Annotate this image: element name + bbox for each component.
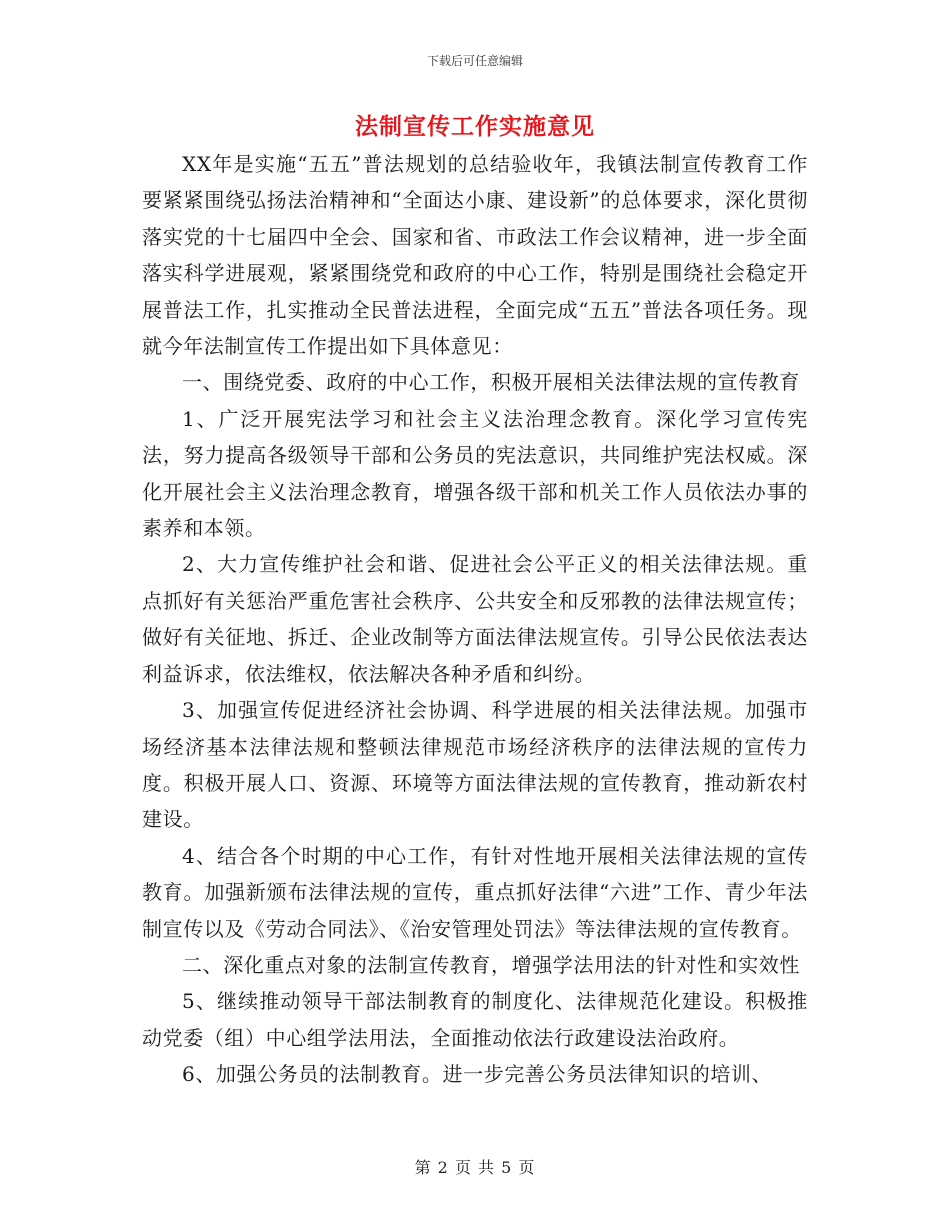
page-indicator: 第 2 页 共 5 页 bbox=[414, 1158, 536, 1177]
section-heading-two: 二、深化重点对象的法制宣传教育，增强学法用法的针对性和实效性 bbox=[182, 952, 800, 977]
paragraph-item-5: 5、继续推动领导干部法制教育的制度化、法律规范化建设。积极推动党委（组）中心组学法用法，全面推动依法行政建设法治政府。 bbox=[142, 989, 808, 1050]
paragraph-item-4: 4、结合各个时期的中心工作，有针对性地开展相关法律法规的宣传教育。加强新颁布法律法规的宣传，重点抓好法律“六进”工作、青少年法制宣传以及《劳动合同法》、《治安管理处罚法》等法律法规的宣传教育。 bbox=[142, 843, 808, 941]
section-heading-one: 一、围绕党委、政府的中心工作，积极开展相关法律法规的宣传教育 bbox=[182, 370, 800, 395]
document-title: 法制宣传工作实施意见 bbox=[355, 113, 595, 140]
document-body bbox=[142, 146, 808, 1093]
paragraph-item-1: 1、广泛开展宪法学习和社会主义法治理念教育。深化学习宣传宪法，努力提高各级领导干部和公务员的宪法意识，共同维护宪法权威。深化开展社会主义法治理念教育，增强各级干部和机关工作人员依法办事的素养和本领。 bbox=[142, 406, 808, 541]
paragraph-item-3: 3、加强宣传促进经济社会协调、科学进展的相关法律法规。加强市场经济基本法律法规和整顿法律规范市场经济秩序的法律法规的宣传力度。积极开展人口、资源、环境等方面法律法规的宣传教育，推动新农村建设。 bbox=[142, 698, 808, 832]
paragraph-item-6: 6、加强公务员的法制教育。进一步完善公务员法律知识的培训、 bbox=[182, 1062, 773, 1087]
paragraph-item-2: 2、大力宣传维护社会和谐、促进社会公平正义的相关法律法规。重点抓好有关惩治严重危害社会秩序、公共安全和反邪教的法律法规宣传；做好有关征地、拆迁、企业改制等方面法律法规宣传。引导公民依法表达利益诉求，依法维权，依法解决各种矛盾和纠纷。 bbox=[142, 552, 808, 686]
header-note: 下载后可任意编辑 bbox=[426, 54, 523, 68]
paragraph-intro: XX年是实施“五五”普法规划的总结验收年，我镇法制宣传教育工作要紧紧围绕弘扬法治精神和“全面达小康、建设新”的总体要求，深化贯彻落实党的十七届四中全会、国家和省、市政法工作会议精神，进一步全面落实科学进展观，紧紧围绕党和政府的中心工作，特别是围绕社会稳定开展普法工作，扎实推动全民普法进程，全面完成“五五”普法各项任务。现就今年法制宣传工作提出如下具体意见： bbox=[142, 152, 808, 359]
